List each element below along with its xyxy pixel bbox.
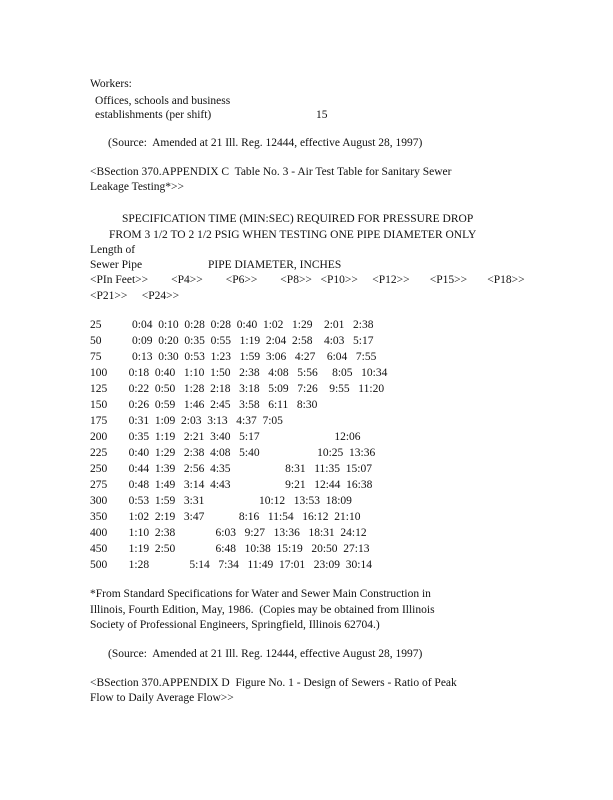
row-times: 0:35 1:19 2:21 3:40 5:17 12:06 [120,431,361,443]
section-d-line-2: Flow to Daily Average Flow>> [90,692,234,704]
row-length: 300 [90,495,108,507]
workers-value: 15 [316,109,328,121]
section-d-line-1: <BSection 370.APPENDIX D Figure No. 1 - Design of Sewers - Ratio of Peak [90,677,457,689]
header-sewer-pipe: Sewer Pipe [90,259,143,271]
section-c-line-1: <BSection 370.APPENDIX C Table No. 3 - Air Test Table for Sanitary Sewer [90,166,452,178]
row-times: 1:02 2:19 3:47 8:16 11:54 16:12 21:10 [120,511,361,523]
header-length-of: Length of [90,244,136,256]
row-length: 25 [90,319,102,331]
header-columns-line-2: <P21>> <P24>> [90,290,180,302]
workers-line-2: establishments (per shift) [95,109,212,121]
row-times: 0:31 1:09 2:03 3:13 4:37 7:05 [120,415,283,427]
row-times: 0:40 1:29 2:38 4:08 5:40 10:25 13:36 [120,447,376,459]
row-times: 0:09 0:20 0:35 0:55 1:19 2:04 2:58 4:03 5:17 [132,335,374,347]
row-length: 50 [90,335,102,347]
workers-line-1: Offices, schools and business [95,95,231,107]
footnote-line-3: Society of Professional Engineers, Springfield, Illinois 62704.) [90,619,380,631]
row-length: 200 [90,431,108,443]
row-times: 0:48 1:49 3:14 4:43 9:21 12:44 16:38 [120,479,373,491]
row-times: 0:26 0:59 1:46 2:45 3:58 6:11 8:30 [120,399,318,411]
footnote-line-2: Illinois, Fourth Edition, May, 1986. (Copies may be obtained from Illinois [90,604,435,616]
row-length: 225 [90,447,108,459]
row-length: 125 [90,383,108,395]
row-times: 0:53 1:59 3:31 10:12 13:53 18:09 [120,495,352,507]
row-times: 0:18 0:40 1:10 1:50 2:38 4:08 5:56 8:05 10:34 [120,367,388,379]
source-note-1: (Source: Amended at 21 Ill. Reg. 12444, effective August 28, 1997) [108,137,423,149]
footnote-line-1: *From Standard Specifications for Water and Sewer Main Construction in [90,588,431,600]
row-length: 275 [90,479,108,491]
row-times: 1:28 5:14 7:34 11:49 17:01 23:09 30:14 [120,559,372,571]
row-times: 1:10 2:38 6:03 9:27 13:36 18:31 24:12 [120,527,367,539]
row-length: 350 [90,511,108,523]
row-length: 400 [90,527,108,539]
header-pipe-diameter: PIPE DIAMETER, INCHES [208,259,342,271]
row-times: 0:44 1:39 2:56 4:35 8:31 11:35 15:07 [120,463,372,475]
table-title-line-1: SPECIFICATION TIME (MIN:SEC) REQUIRED FOR PRESSURE DROP [122,213,474,225]
row-times: 1:19 2:50 6:48 10:38 15:19 20:50 27:13 [120,543,370,555]
row-length: 450 [90,543,108,555]
row-length: 75 [90,351,102,363]
row-length: 150 [90,399,108,411]
row-times: 0:04 0:10 0:28 0:28 0:40 1:02 1:29 2:01 2:38 [132,319,374,331]
row-length: 250 [90,463,108,475]
row-length: 500 [90,559,108,571]
row-length: 100 [90,367,108,379]
source-note-2: (Source: Amended at 21 Ill. Reg. 12444, effective August 28, 1997) [108,648,423,660]
row-length: 175 [90,415,108,427]
row-times: 0:22 0:50 1:28 2:18 3:18 5:09 7:26 9:55 11:20 [120,383,385,395]
workers-heading: Workers: [90,78,132,90]
row-times: 0:13 0:30 0:53 1:23 1:59 3:06 4:27 6:04 7:55 [132,351,377,363]
header-columns-line-1: <PIn Feet>> <P4>> <P6>> <P8>> <P10>> <P12>> <P15>> <P18>> [90,274,525,286]
section-c-line-2: Leakage Testing*>> [90,181,185,193]
table-title-line-2: FROM 3 1/2 TO 2 1/2 PSIG WHEN TESTING ONE PIPE DIAMETER ONLY [109,229,477,241]
